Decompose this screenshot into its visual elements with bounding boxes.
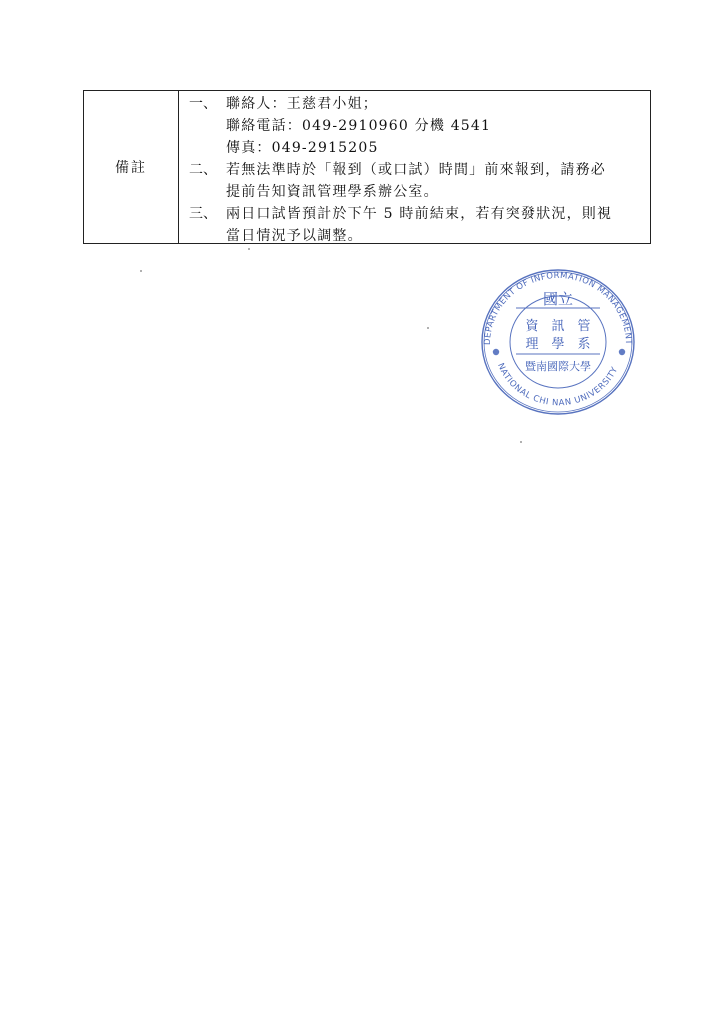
remark-text: 聯絡人：王慈君小姐； <box>226 96 378 112</box>
scan-speck <box>248 248 250 250</box>
seal-line-4: 暨南國際大學 <box>525 360 591 373</box>
seal-bottom-text: NATIONAL CHI NAN UNIVERSITY <box>495 361 621 409</box>
department-seal <box>476 266 638 418</box>
scan-speck <box>520 441 522 443</box>
remark-text: 兩日口試皆預計於下午 5 時前結束，若有突發狀況，則視 <box>226 206 613 222</box>
remarks-label: 備註 <box>84 91 179 243</box>
seal-line-1: 國立 <box>542 290 574 308</box>
seal-star-icon-left <box>493 349 499 355</box>
scan-speck <box>427 327 429 329</box>
remark-number: 二、 <box>189 162 217 178</box>
remark-number: 三、 <box>189 206 217 222</box>
seal-star-icon-right <box>619 349 625 355</box>
remark-text: 當日情況予以調整。 <box>226 228 363 244</box>
remark-text: 聯絡電話：049-2910960 分機 4541 <box>226 118 492 134</box>
seal-top-text: DEPARTMENT OF INFORMATION MANAGEMENT <box>482 270 634 346</box>
remark-text: 若無法準時於「報到（或口試）時間」前來報到，請務必 <box>226 162 606 178</box>
seal-line-2: 資 訊 管 <box>525 319 591 334</box>
remarks-table <box>83 90 651 244</box>
remark-text: 提前告知資訊管理學系辦公室。 <box>226 184 439 200</box>
seal-line-3: 理 學 系 <box>525 337 591 352</box>
seal-graphic <box>476 266 638 418</box>
remarks-notes <box>180 91 650 243</box>
remark-text: 傳真：049-2915205 <box>226 140 379 156</box>
remark-number: 一、 <box>189 96 217 112</box>
scan-speck <box>140 270 142 272</box>
